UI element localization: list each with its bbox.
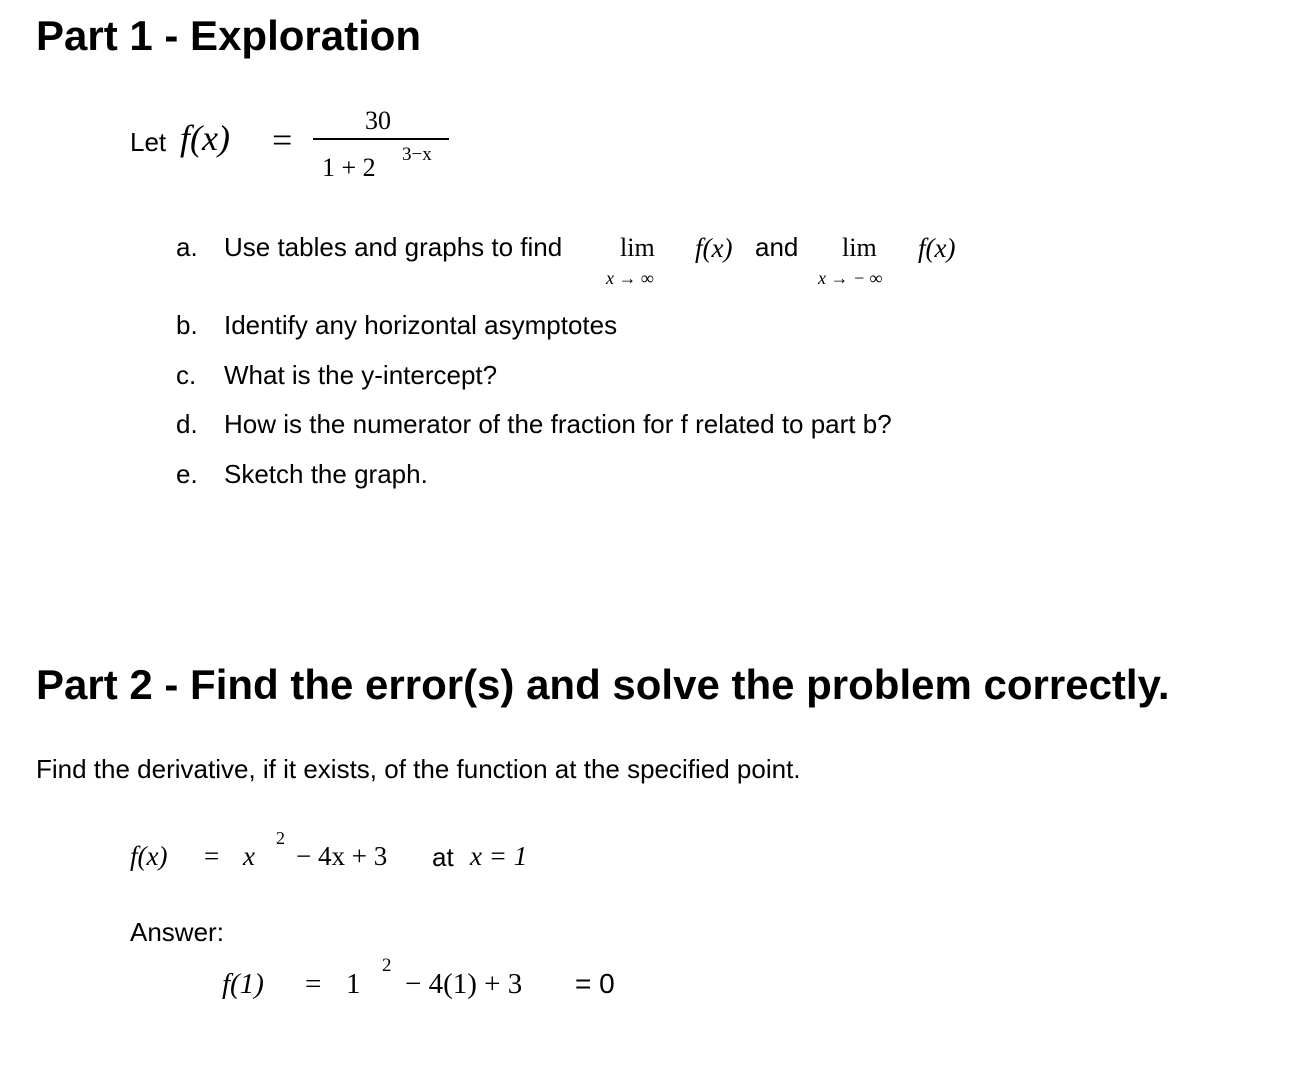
item-marker: d. (176, 409, 198, 439)
answer-result: = 0 (575, 968, 615, 999)
answer-base: 1 (346, 968, 361, 1000)
answer-exponent: 2 (382, 955, 392, 976)
limit-2-subscript: x → − ∞ (818, 268, 883, 288)
item-text: Use tables and graphs to find (224, 232, 563, 262)
part2-instruction: Find the derivative, if it exists, of the function at the specified point. (36, 754, 801, 784)
item-text: Identify any horizontal asymptotes (224, 310, 618, 340)
fraction-exponent: 3−x (402, 144, 432, 165)
fraction-denominator-base: 1 + 2 (322, 153, 376, 182)
function-rest: − 4x + 3 (296, 841, 388, 871)
limit-1-word: lim (620, 233, 655, 262)
let-label: Let (130, 127, 167, 157)
function-equals: = (204, 841, 220, 871)
answer-label: Answer: (130, 917, 224, 947)
item-text: How is the numerator of the fraction for f related to part b? (224, 409, 892, 439)
function-variable: x (243, 841, 255, 871)
item-marker: b. (176, 310, 198, 340)
definition-lhs: f(x) (180, 118, 230, 158)
item-marker: c. (176, 360, 197, 390)
limit-2-word: lim (842, 233, 877, 262)
fraction-numerator: 30 (365, 106, 391, 135)
definition-equals: = (272, 120, 293, 160)
item-text: Sketch the graph. (224, 459, 428, 489)
limit-2-expression: f(x) (918, 233, 956, 263)
item-marker: e. (176, 459, 198, 489)
answer-equals: = (305, 968, 322, 1000)
function-exponent: 2 (276, 828, 285, 848)
evaluation-point: x = 1 (470, 841, 528, 871)
item-text: What is the y-intercept? (224, 360, 498, 390)
answer-lhs: f(1) (222, 968, 264, 1000)
part2-heading: Part 2 - Find the error(s) and solve the problem correctly. (36, 661, 1170, 708)
limit-1-subscript: x → ∞ (606, 268, 654, 288)
function-lhs: f(x) (130, 841, 168, 871)
limit-1-expression: f(x) (695, 233, 733, 263)
answer-rest: − 4(1) + 3 (405, 968, 523, 1000)
part1-heading: Part 1 - Exploration (36, 12, 422, 59)
at-label: at (432, 842, 454, 872)
item-joiner: and (755, 232, 799, 262)
fraction-bar (313, 138, 449, 140)
item-marker: a. (176, 232, 198, 262)
